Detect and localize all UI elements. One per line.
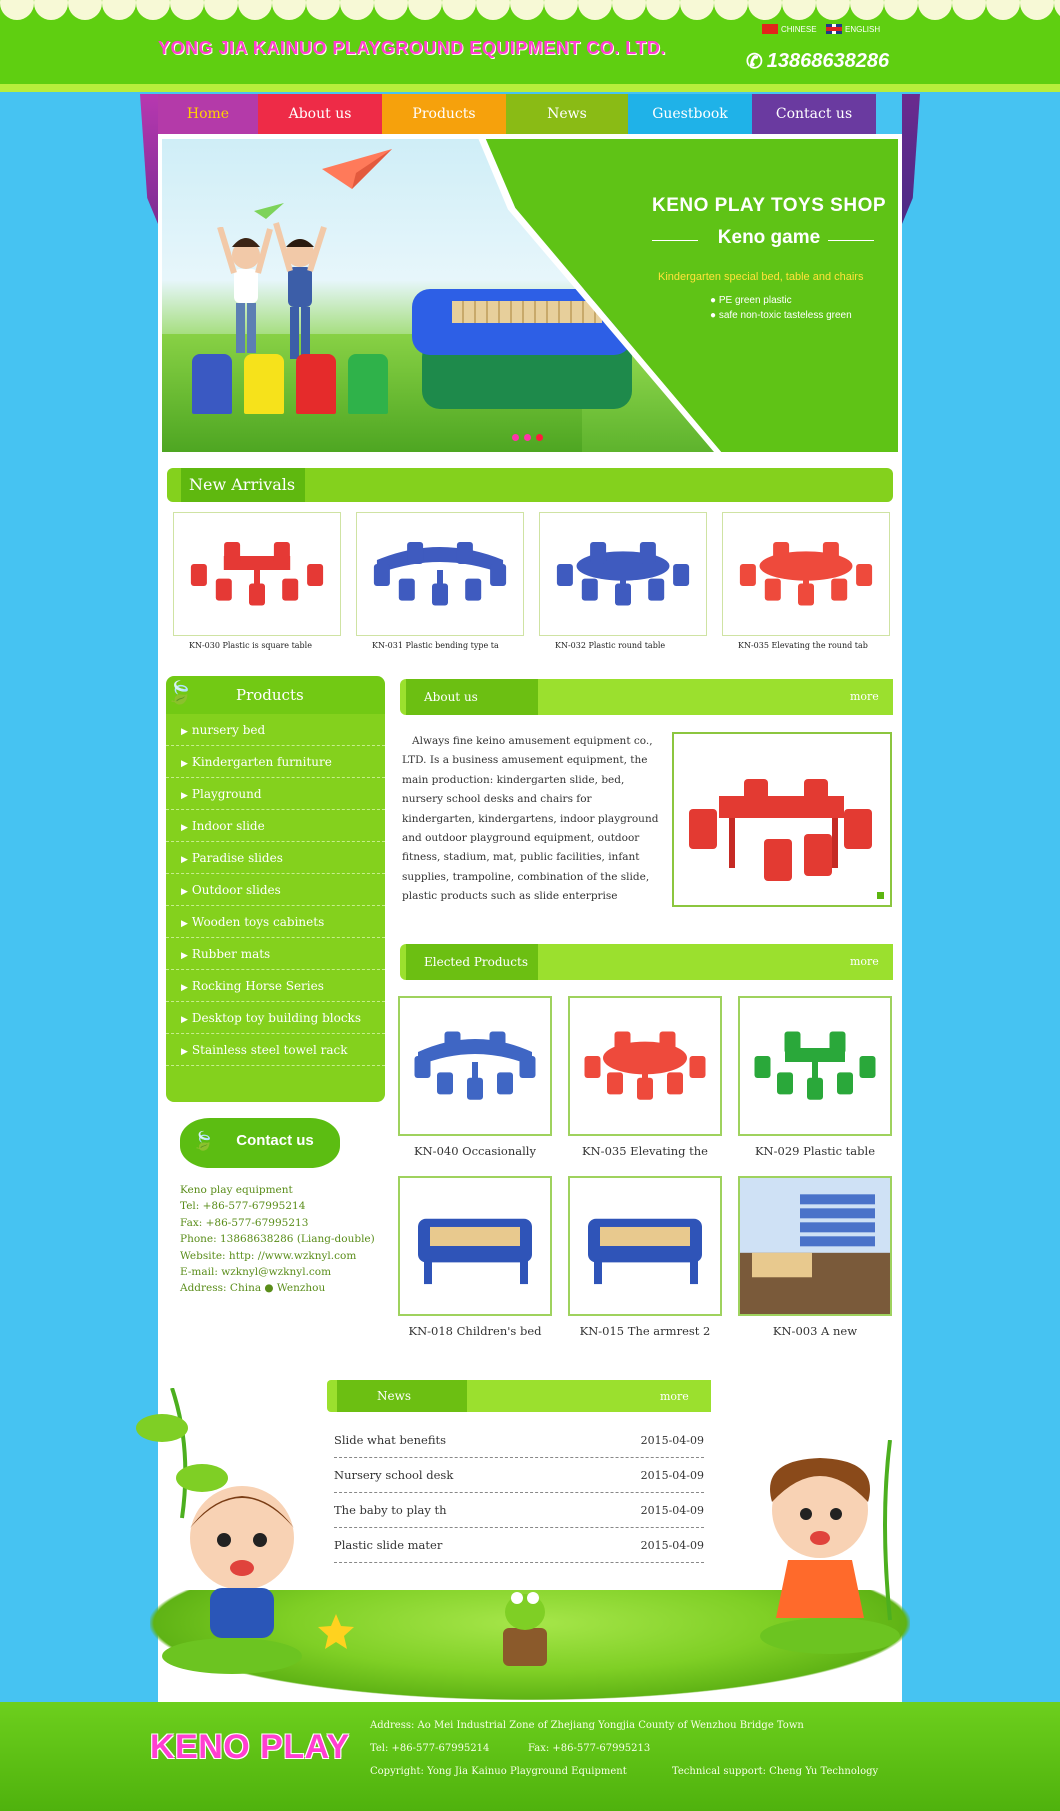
products-sidebar-title: Products (236, 686, 304, 704)
leaf-icon: 🍃 (166, 681, 194, 706)
triangle-right-icon: ▶ (181, 887, 188, 897)
scallop-shape (510, 0, 544, 20)
banner-rule-right (828, 240, 874, 241)
contact-us-badge (180, 1118, 340, 1168)
news-title-link[interactable]: The baby to play th (334, 1503, 447, 1517)
news-date: 2015-04-09 (640, 1504, 704, 1517)
new-arrival-caption[interactable]: KN-035 Elevating the round tab (738, 641, 868, 650)
scallop-shape (952, 0, 986, 20)
slider-dot[interactable] (512, 434, 519, 441)
elected-product-thumb[interactable] (568, 1176, 722, 1316)
sidebar-item-label: Paradise slides (191, 851, 283, 865)
sidebar-item-indoor-slide[interactable] (166, 810, 385, 842)
red-chair (296, 354, 336, 414)
scallop-shape (1020, 0, 1054, 20)
product-image (357, 513, 523, 635)
girl-figure (216, 227, 276, 367)
green-chair (348, 354, 388, 414)
news-row[interactable] (334, 1528, 704, 1563)
scallop-shape (306, 0, 340, 20)
boy-cartoon (112, 1388, 352, 1688)
girl-cartoon (740, 1440, 940, 1670)
sidebar-item-label: Wooden toys cabinets (191, 915, 325, 929)
sidebar-item-label: Outdoor slides (191, 883, 281, 897)
product-image (740, 1178, 890, 1314)
scallop-shape (0, 0, 34, 20)
scallop-shape (374, 0, 408, 20)
elected-product-item[interactable] (738, 996, 892, 1158)
about-text (402, 732, 662, 907)
banner-bullet-text: safe non-toxic tasteless green (718, 310, 852, 321)
contact-line: Keno play equipment (180, 1184, 293, 1196)
new-arrival-thumb[interactable] (539, 512, 707, 636)
products-sidebar-header (166, 676, 385, 714)
china-flag-icon (762, 24, 778, 34)
about-image[interactable] (672, 732, 892, 907)
triangle-right-icon: ▶ (181, 791, 188, 801)
scallop-shape (238, 0, 272, 20)
about-more-link[interactable]: more (850, 690, 879, 703)
header-phone-number: 13868638286 (766, 50, 890, 72)
new-arrival-item[interactable] (539, 512, 707, 650)
scallop-shape (748, 0, 782, 20)
sidebar-item-wooden-toys-cabinets[interactable] (166, 906, 385, 938)
products-sidebar-list (166, 714, 385, 1102)
sidebar-item-label: Rubber mats (191, 947, 271, 961)
elected-product-thumb[interactable] (738, 996, 892, 1136)
footer-logo: KENO PLAY (150, 1728, 350, 1766)
elected-product-thumb[interactable] (398, 996, 552, 1136)
news-date: 2015-04-09 (640, 1539, 704, 1552)
scallop-shape (544, 0, 578, 20)
sidebar-item-nursery-bed[interactable] (166, 714, 385, 746)
elected-product-caption[interactable]: KN-003 A new (772, 1324, 858, 1338)
sidebar-item-label: nursery bed (191, 723, 266, 737)
scallop-shape (986, 0, 1020, 20)
triangle-right-icon: ▶ (181, 727, 188, 737)
new-arrival-caption[interactable]: KN-031 Plastic bending type ta (372, 641, 499, 650)
scallop-shape (340, 0, 374, 20)
triangle-right-icon: ▶ (181, 951, 188, 961)
new-arrival-caption[interactable]: KN-032 Plastic round table (555, 641, 666, 650)
news-date: 2015-04-09 (640, 1434, 704, 1447)
yellow-chair (244, 354, 284, 414)
nav-guestbook[interactable]: Guestbook (628, 94, 752, 134)
elected-product-caption[interactable]: KN-035 Elevating the (582, 1144, 708, 1158)
hero-banner[interactable] (162, 139, 898, 452)
lang-english-label: ENGLISH (845, 24, 881, 34)
elected-product-item[interactable] (568, 1176, 722, 1338)
corner-marker (877, 892, 884, 899)
footer-copyright: Copyright: Yong Jia Kainuo Playground Equipment (370, 1766, 627, 1777)
elected-more-link[interactable]: more (850, 955, 879, 968)
new-arrival-thumb[interactable] (722, 512, 890, 636)
elected-product-caption[interactable]: KN-040 Occasionally (414, 1144, 536, 1158)
elected-title: Elected Products (406, 944, 538, 980)
star-decoration (318, 1614, 354, 1650)
scallop-shape (170, 0, 204, 20)
scallop-shape (34, 0, 68, 20)
sidebar-item-label: Stainless steel towel rack (191, 1043, 348, 1057)
leaf-icon: 🍃 (192, 1131, 215, 1151)
slider-dot-active[interactable] (536, 434, 543, 441)
about-text-body: Always fine keino amusement equipment co., LTD. Is a business amusement equipment, the main production: kindergarten slide, bed, nursery school desks and chairs for kindergarten, kindergartens, indoor playground and outdoor playground equipment, outdoor fitness, stadium, mat, public facilities, infant supplies, trampoline, combination of the slide, plastic products such as slide enterprise (402, 735, 659, 903)
scallop-shape (918, 0, 952, 20)
elected-product-item[interactable] (738, 1176, 892, 1338)
scallop-shape (816, 0, 850, 20)
site-header (0, 0, 1060, 92)
news-row[interactable] (334, 1458, 704, 1493)
product-image (400, 1178, 550, 1314)
banner-bullet-text: PE green plastic (718, 295, 792, 306)
new-arrival-thumb[interactable] (173, 512, 341, 636)
scallop-shape (136, 0, 170, 20)
elected-product-item[interactable] (398, 1176, 552, 1338)
product-image (540, 513, 706, 635)
triangle-right-icon: ▶ (181, 855, 188, 865)
product-image (400, 998, 550, 1134)
sidebar-item-label: Indoor slide (191, 819, 265, 833)
lang-chinese-link[interactable] (762, 24, 817, 34)
banner-title: KENO PLAY TOYS SHOP (651, 195, 887, 216)
header-phone (746, 49, 889, 74)
nav-left-ribbon (140, 94, 158, 224)
lang-english-link[interactable] (826, 24, 880, 34)
scallop-shape (578, 0, 612, 20)
contact-line: Tel: +86-577-67995214 (180, 1200, 306, 1213)
bed-slats (452, 301, 602, 323)
contact-line[interactable]: Website: http: //www.wzknyl.com (180, 1249, 357, 1262)
news-title-link[interactable]: Slide what benefits (334, 1433, 447, 1447)
new-arrival-item[interactable] (356, 512, 524, 650)
sidebar-item-label: Rocking Horse Series (191, 979, 324, 993)
contact-info (180, 1182, 390, 1297)
about-title: About us (406, 679, 538, 715)
elected-product-item[interactable] (568, 996, 722, 1158)
scallop-shape (204, 0, 238, 20)
elected-product-item[interactable] (398, 996, 552, 1158)
sidebar-item-label: Playground (191, 787, 262, 801)
product-image (740, 998, 890, 1134)
sidebar-item-playground[interactable] (166, 778, 385, 810)
blue-chair (192, 354, 232, 414)
contact-line: Fax: +86-577-67995213 (180, 1216, 309, 1229)
new-arrivals-title: New Arrivals (181, 468, 305, 502)
nav-right-ribbon (902, 94, 920, 224)
main-nav (158, 94, 902, 134)
sidebar-item-stainless-steel-towel-rack[interactable] (166, 1034, 385, 1066)
news-date: 2015-04-09 (640, 1469, 704, 1482)
nav-home[interactable]: Home (158, 94, 258, 134)
footer-address: Address: Ao Mei Industrial Zone of Zhejiang Yongjia County of Wenzhou Bridge Town (370, 1720, 804, 1731)
elected-product-caption[interactable]: KN-015 The armrest 2 (579, 1324, 711, 1338)
product-image (723, 513, 889, 635)
banner-subtitle: Keno game (717, 227, 821, 248)
uk-flag-icon (826, 24, 842, 34)
news-title-link[interactable]: Plastic slide mater (334, 1538, 443, 1552)
scallop-shape (272, 0, 306, 20)
news-more-link[interactable]: more (660, 1390, 689, 1403)
nav-contact-us[interactable]: Contact us (752, 94, 876, 134)
paper-plane-icon (322, 149, 392, 189)
new-arrival-item[interactable] (722, 512, 890, 650)
sidebar-item-label: Desktop toy building blocks (191, 1011, 361, 1025)
scallop-shape (714, 0, 748, 20)
phone-icon: ✆ (746, 51, 763, 73)
footer-fax: Fax: +86-577-67995213 (528, 1743, 651, 1754)
contact-us-title: Contact us (236, 1132, 314, 1149)
scallop-shape (102, 0, 136, 20)
banner-bullet: ● PE green plastic (710, 295, 792, 306)
contact-line: Phone: 13868638286 (Liang-double) (180, 1233, 375, 1246)
slider-dots (512, 434, 543, 441)
product-image (570, 1178, 720, 1314)
red-table-image (674, 734, 890, 905)
frog-stump-decoration (495, 1578, 555, 1668)
triangle-right-icon: ▶ (181, 1015, 188, 1025)
footer-tel: Tel: +86-577-67995214 (370, 1743, 490, 1754)
nav-products[interactable]: Products (382, 94, 506, 134)
header-underline (0, 84, 1060, 92)
triangle-right-icon: ▶ (181, 823, 188, 833)
new-arrival-item[interactable] (173, 512, 341, 650)
banner-bullet: ● safe non-toxic tasteless green (710, 310, 852, 321)
scallop-shape (612, 0, 646, 20)
scallop-shape (646, 0, 680, 20)
elected-product-thumb[interactable] (398, 1176, 552, 1316)
news-row[interactable] (334, 1423, 704, 1458)
sidebar-item-rubber-mats[interactable] (166, 938, 385, 970)
triangle-right-icon: ▶ (181, 1047, 188, 1057)
sidebar-item-paradise-slides[interactable] (166, 842, 385, 874)
product-image (174, 513, 340, 635)
contact-line[interactable]: E-mail: wzknyl@wzknyl.com (180, 1266, 332, 1279)
sidebar-item-outdoor-slides[interactable] (166, 874, 385, 906)
lang-chinese-label: CHINESE (781, 24, 817, 34)
scallop-border (0, 0, 1060, 20)
sidebar-item-label: Kindergarten furniture (191, 755, 332, 769)
triangle-right-icon: ▶ (181, 919, 188, 929)
boy-figure (270, 219, 330, 367)
banner-tagline: Kindergarten special bed, table and chairs (658, 271, 864, 283)
news-title: News (337, 1380, 467, 1412)
contact-line: Address: China ● Wenzhou (180, 1282, 326, 1295)
sidebar-item-kindergarten-furniture[interactable] (166, 746, 385, 778)
elected-product-caption[interactable]: KN-029 Plastic table (754, 1144, 876, 1158)
news-title-link[interactable]: Nursery school desk (334, 1468, 454, 1482)
site-title[interactable]: YONG JIA KAINUO PLAYGROUND EQUIPMENT CO. LTD. (158, 38, 666, 58)
sidebar-item-rocking-horse-series[interactable] (166, 970, 385, 1002)
scallop-shape (442, 0, 476, 20)
scallop-shape (782, 0, 816, 20)
new-arrival-thumb[interactable] (356, 512, 524, 636)
new-arrival-caption[interactable]: KN-030 Plastic is square table (189, 641, 312, 650)
scallop-shape (476, 0, 510, 20)
nav-about-us[interactable]: About us (258, 94, 382, 134)
product-image (570, 998, 720, 1134)
small-plane-icon (254, 203, 284, 219)
scallop-shape (68, 0, 102, 20)
nav-news[interactable]: News (506, 94, 628, 134)
scallop-shape (1054, 0, 1060, 20)
news-row[interactable] (334, 1493, 704, 1528)
slider-dot[interactable] (524, 434, 531, 441)
scallop-shape (850, 0, 884, 20)
triangle-right-icon: ▶ (181, 759, 188, 769)
scallop-shape (884, 0, 918, 20)
scallop-shape (408, 0, 442, 20)
footer-support: Technical support: Cheng Yu Technology (672, 1766, 879, 1777)
elected-product-thumb[interactable] (738, 1176, 892, 1316)
triangle-right-icon: ▶ (181, 983, 188, 993)
sidebar-item-desktop-toy-building-blocks[interactable] (166, 1002, 385, 1034)
elected-product-thumb[interactable] (568, 996, 722, 1136)
scallop-shape (680, 0, 714, 20)
elected-product-caption[interactable]: KN-018 Children's bed (408, 1324, 542, 1338)
